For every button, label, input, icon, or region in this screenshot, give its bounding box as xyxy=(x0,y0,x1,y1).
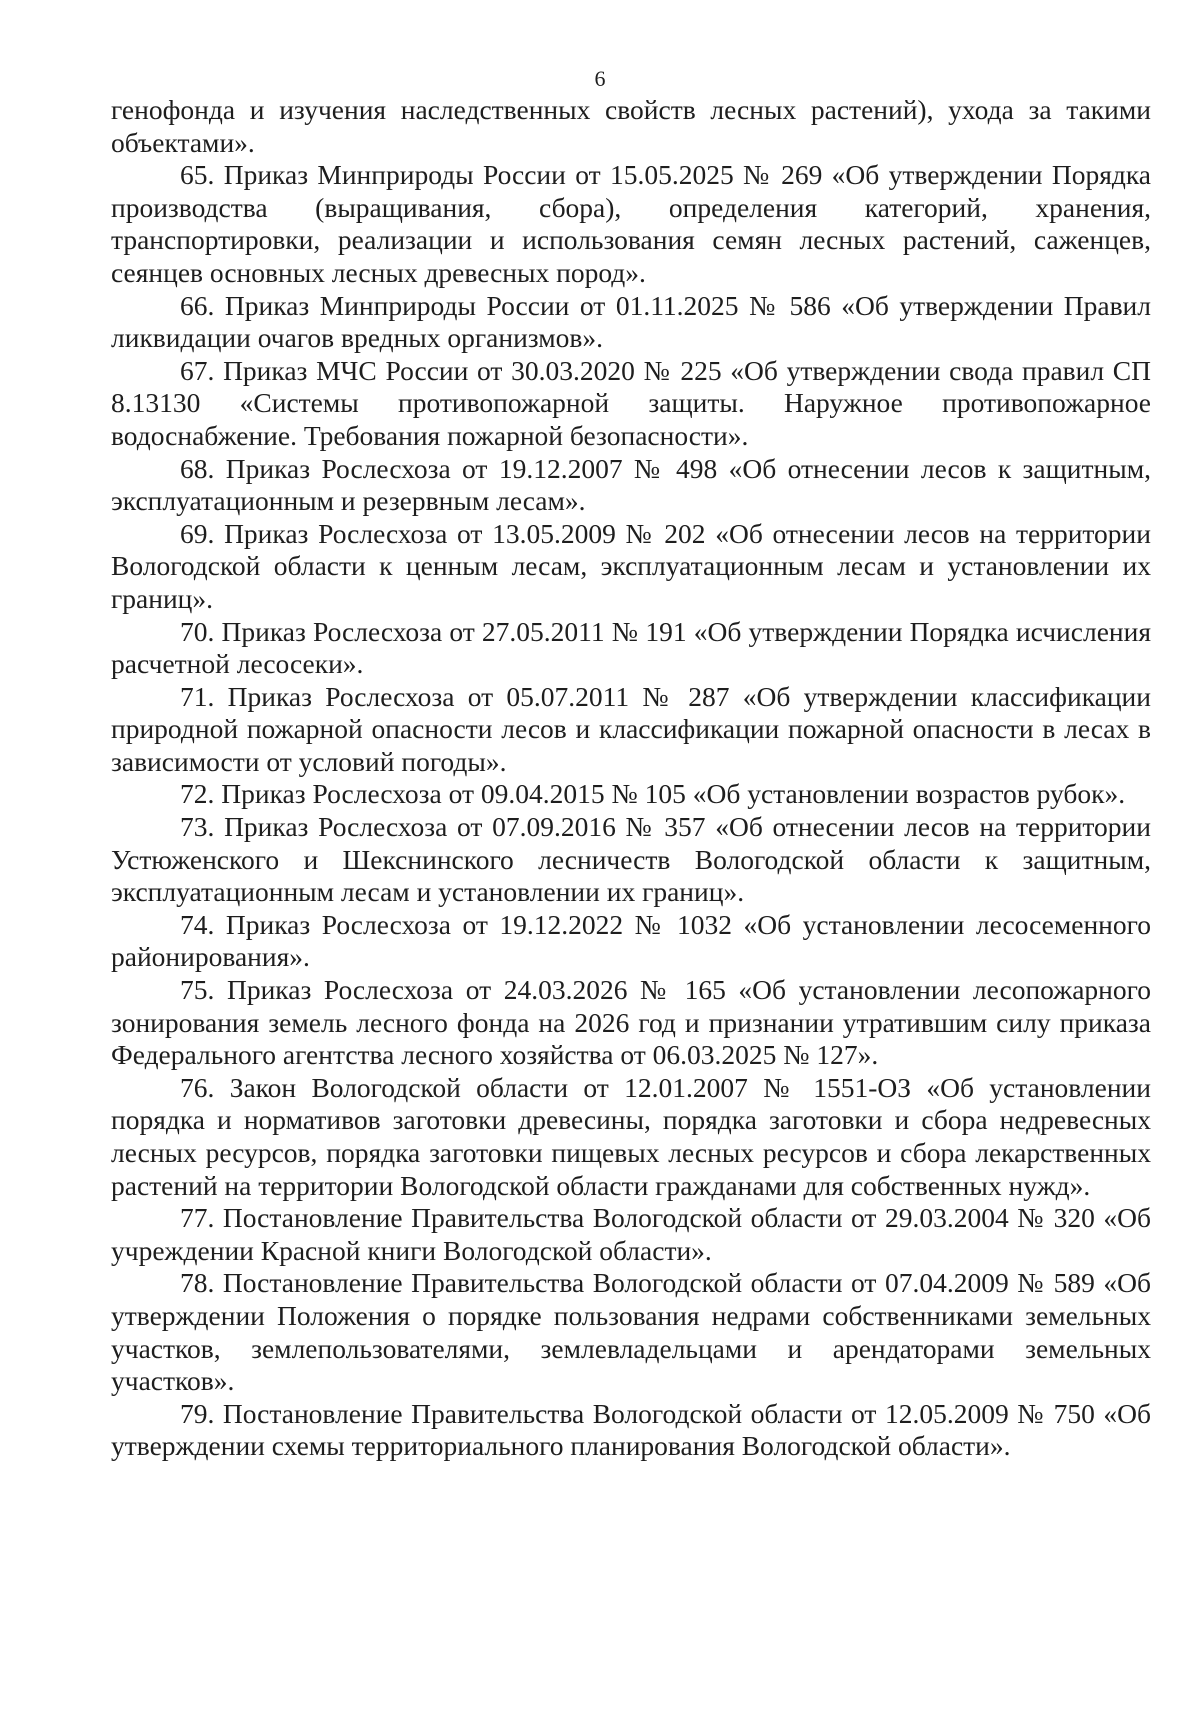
list-item-73: 73. Приказ Рослесхоза от 07.09.2016 № 357 «Об отнесении лесов на территории Устюженского и Шекснинского лесничеств Вологодской области к защитным, эксплуатационным лесам и установлении их границ». xyxy=(111,811,1151,908)
list-item-77: 77. Постановление Правительства Вологодской области от 29.03.2004 № 320 «Об учреждении Красной книги Вологодской области». xyxy=(111,1202,1151,1266)
list-item-74: 74. Приказ Рослесхоза от 19.12.2022 № 1032 «Об установлении лесосеменного районирования». xyxy=(111,908,1151,973)
page-number: 6 xyxy=(594,66,606,91)
document-body xyxy=(111,94,1151,1463)
list-item-75: 75. Приказ Рослесхоза от 24.03.2026 № 165 «Об установлении лесопожарного зонирования земель лесного фонда на 2026 год и признании утратившим силу приказа Федерального агентства лесного хозяйства от 06.03.2025 № 127». xyxy=(111,974,1151,1071)
list-item-72: 72. Приказ Рослесхоза от 09.04.2015 № 105 «Об установлении возрастов рубок». xyxy=(180,778,1126,810)
list-item-79: 79. Постановление Правительства Вологодской области от 12.05.2009 № 750 «Об утверждении схемы территориального планирования Вологодской области». xyxy=(111,1397,1151,1462)
list-item-71: 71. Приказ Рослесхоза от 05.07.2011 № 287 «Об утверждении классификации природной пожарной опасности лесов и классификации пожарной опасности в лесах в зависимости от условий погоды». xyxy=(111,680,1151,777)
list-item-76: 76. Закон Вологодской области от 12.01.2007 № 1551-ОЗ «Об установлении порядка и нормативов заготовки древесины, порядка заготовки и сбора недревесных лесных ресурсов, порядка заготовки пищевых лесных ресурсов и сбора лекарственных растений на территории Вологодской области гражданами для собственных нужд». xyxy=(111,1071,1151,1201)
list-item-68: 68. Приказ Рослесхоза от 19.12.2007 № 498 «Об отнесении лесов к защитным, эксплуатационным и резервным лесам». xyxy=(111,452,1151,517)
list-item-78: 78. Постановление Правительства Вологодской области от 07.04.2009 № 589 «Об утверждении Положения о порядке пользования недрами собственниками земельных участков, землепользователями, землевладельцами и арендаторами земельных участков». xyxy=(111,1267,1151,1397)
list-item-67: 67. Приказ МЧС России от 30.03.2020 № 225 «Об утверждении свода правил СП 8.13130 «Системы противопожарной защиты. Наружное противопожарное водоснабжение. Требования пожарной безопасности». xyxy=(111,354,1151,451)
list-item-66: 66. Приказ Минприроды России от 01.11.2025 № 586 «Об утверждении Правил ликвидации очагов вредных организмов». xyxy=(111,289,1151,354)
list-item-65: 65. Приказ Минприроды России от 15.05.2025 № 269 «Об утверждении Порядка производства (выращивания, сбора), определения категорий, хранения, транспортировки, реализации и использования семян лесных растений, саженцев, сеянцев основных лесных древесных пород». xyxy=(111,159,1151,288)
list-item-70: 70. Приказ Рослесхоза от 27.05.2011 № 191 «Об утверждении Порядка исчисления расчетной лесосеки». xyxy=(111,615,1151,680)
list-item-69: 69. Приказ Рослесхоза от 13.05.2009 № 202 «Об отнесении лесов на территории Вологодской области к ценным лесам, эксплуатационным лесам и установлении их границ». xyxy=(111,517,1151,614)
paragraph-continuation: генофонда и изучения наследственных свойств лесных растений), ухода за такими объектами». xyxy=(111,94,1151,158)
